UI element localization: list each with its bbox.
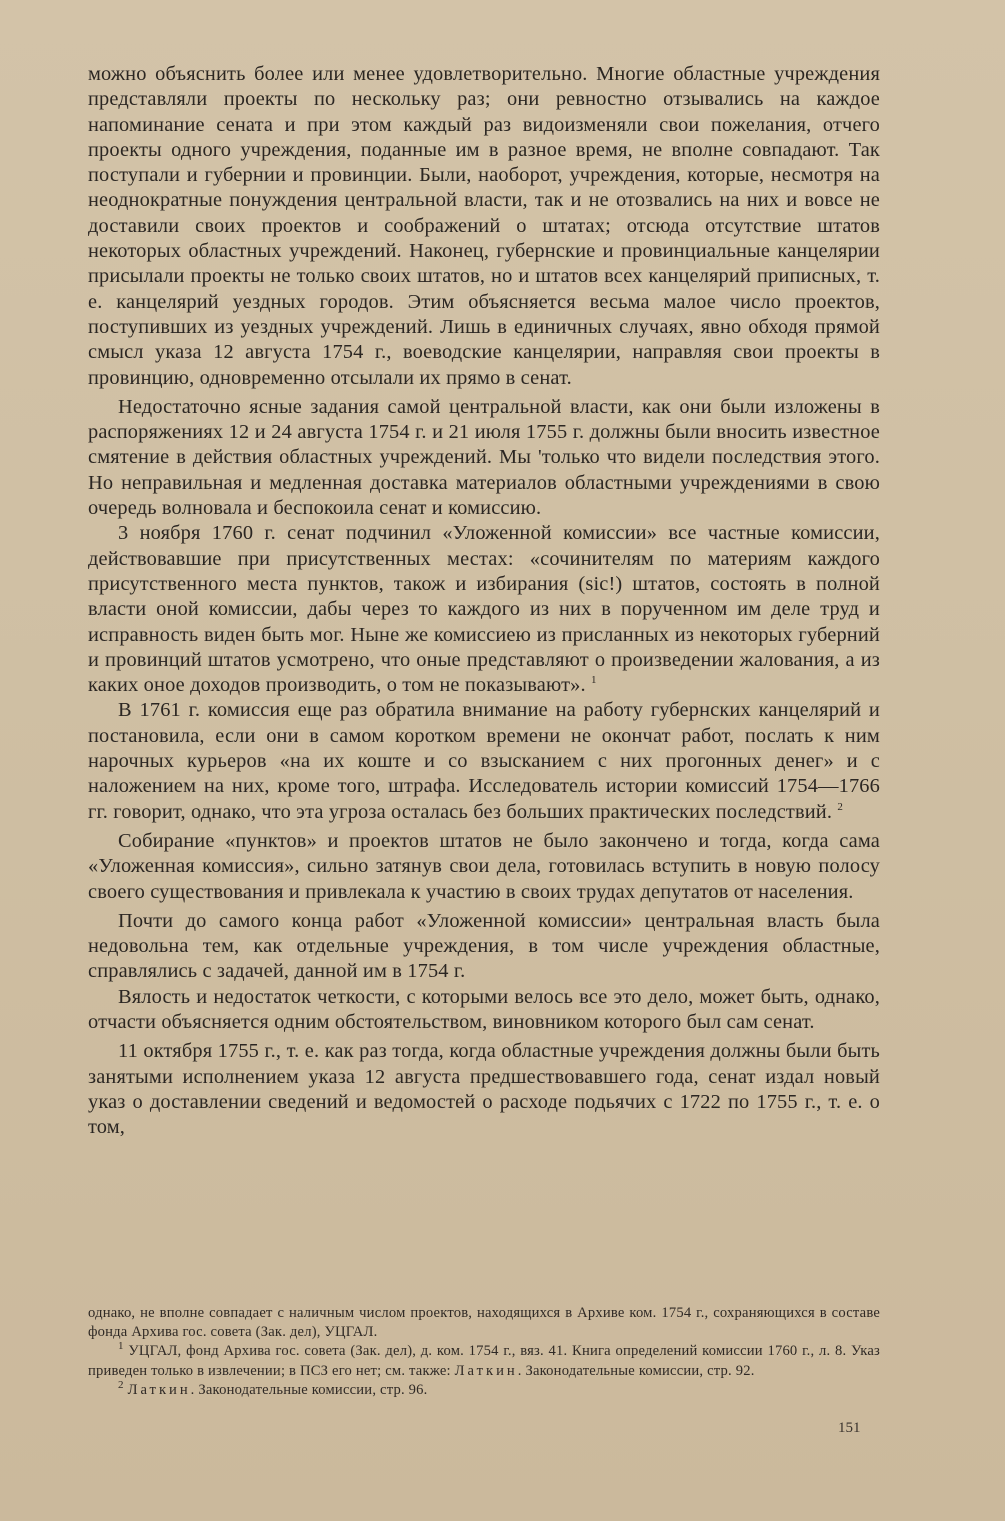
paragraph-5: Собирание «пунктов» и проектов штатов не было закончено и тогда, когда сама «Уложенная комиссия», сильно затянув свои дела, готовилась вступить в новую полосу своего существования и привлекала к участию в своих трудах депутатов от населения.: [88, 829, 880, 903]
footnote-1-text: УЦГАЛ, фонд Архива гос. совета (Зак. дел), д. ком. 1754 г., вяз. 41. Книга определений комиссии 1760 г., л. 8. Указ приведен только в извлечении; в ПСЗ его нет; см. также:: [88, 1343, 880, 1379]
footnote-continuation: однако, не вполне совпадает с наличным числом проектов, находящихся в Архиве ком. 1754 г., сохраняющихся в составе фонда Архива гос. совета (Зак. дел), УЦГАЛ.: [88, 1305, 880, 1341]
main-text: [88, 62, 880, 1140]
paragraph-6: Почти до самого конца работ «Уложенной комиссии» центральная власть была недовольна тем, как отдельные учреждения, в том числе учреждения областные, справлялись с задачей, данной им в 1754 г.: [88, 909, 880, 983]
paragraph-4-text: В 1761 г. комиссия еще раз обратила внимание на работу губернских канцелярий и постановила, если они в самом коротком времени не окончат работ, послать к ним нарочных курьеров «на их коште и со взысканием с них прогонных денег» и с наложением на них, кроме того, штрафа. Исследователь истории комиссий 1754—1766 гг. говорит, однако, что эта угроза осталась без больших практических последствий.: [88, 699, 880, 823]
footnote-mark-2: 2: [837, 800, 844, 813]
footnote-2-author: Латкин: [127, 1381, 191, 1398]
paragraph-4: [88, 698, 880, 824]
footnote-2-tail: . Законодательные комиссии, стр. 96.: [190, 1381, 428, 1398]
page-number: 151: [838, 1420, 861, 1436]
footnote-1: [88, 1342, 880, 1380]
footnote-1-author: Латкин: [454, 1362, 518, 1379]
paragraph-1: можно объяснить более или менее удовлетворительно. Многие областные учреждения представляли проекты по нескольку раз; они ревностно отзывались на каждое напоминание сената и при этом каждый раз видоизменяли свои пожелания, отчего проекты одного учреждения, поданные им в разное время, не вполне совпадают. Так поступали и губернии и провинции. Были, наоборот, учреждения, которые, несмотря на неоднократные понуждения центральной власти, так и не отозвались на них и вовсе не доставили своих проектов и соображений о штатах; отсюда отсутствие штатов некоторых областных учреждений. Наконец, губернские и провинциальные канцелярии присылали проекты не только своих штатов, но и штатов всех канцелярий приписных, т. е. канцелярий уездных городов. Этим объясняется весьма малое число проектов, поступивших из уездных учреждений. Лишь в единичных случаях, явно обходя прямой смысл указа 12 августа 1754 г., воеводские канцелярии, направляя свои проекты в провинцию, одновременно отсылали их прямо в сенат.: [88, 63, 880, 389]
paragraph-2: Недостаточно ясные задания самой центральной власти, как они были изложены в распоряжениях 12 и 24 августа 1754 г. и 21 июля 1755 г. должны были вносить известное смятение в действия областных учреждений. Мы 'только что видели последствия этого. Но неправильная и медленная доставка материалов областными учреждениями в свою очередь волновала и беспокоила сенат и комиссию.: [88, 395, 880, 520]
footnote-2: [88, 1378, 880, 1400]
footnote-mark-1: 1: [591, 674, 597, 687]
footnotes: [88, 1304, 880, 1400]
paragraph-8: 11 октября 1755 г., т. е. как раз тогда, когда областные учреждения должны были быть занятыми исполнением указа 12 августа предшествовавшего года, сенат издал новый указ о доставлении сведений и ведомостей о расходе подьячих с 1722 по 1755 г., т. е. о том,: [88, 1040, 880, 1139]
footnote-2-mark: 2: [118, 1378, 124, 1391]
paragraph-3: [88, 521, 880, 698]
paragraph-3-text: 3 ноября 1760 г. сенат подчинил «Уложенной комиссии» все частные комиссии, действовавшие при присутственных местах: «сочинителям по материям каждого присутственного места пунктов, також и избирания (sic!) штатов, состоять в полной власти оной комиссии, дабы через то каждого из них в порученном им деле труд и исправность виден быть мог. Ныне же комиссиею из присланных из некоторых губерний и провинций штатов усмотрено, что оные представляют о произведении жалования, а из каких оное доходов производить, о том не показывают».: [88, 522, 880, 697]
paragraph-7: Вялость и недостаток четкости, с которыми велось все это дело, может быть, однако, отчасти объясняется одним обстоятельством, виновником которого был сам сенат.: [88, 985, 880, 1033]
footnote-1-tail: . Законодательные комиссии, стр. 92.: [517, 1362, 755, 1379]
footnote-1-mark: 1: [118, 1340, 124, 1353]
